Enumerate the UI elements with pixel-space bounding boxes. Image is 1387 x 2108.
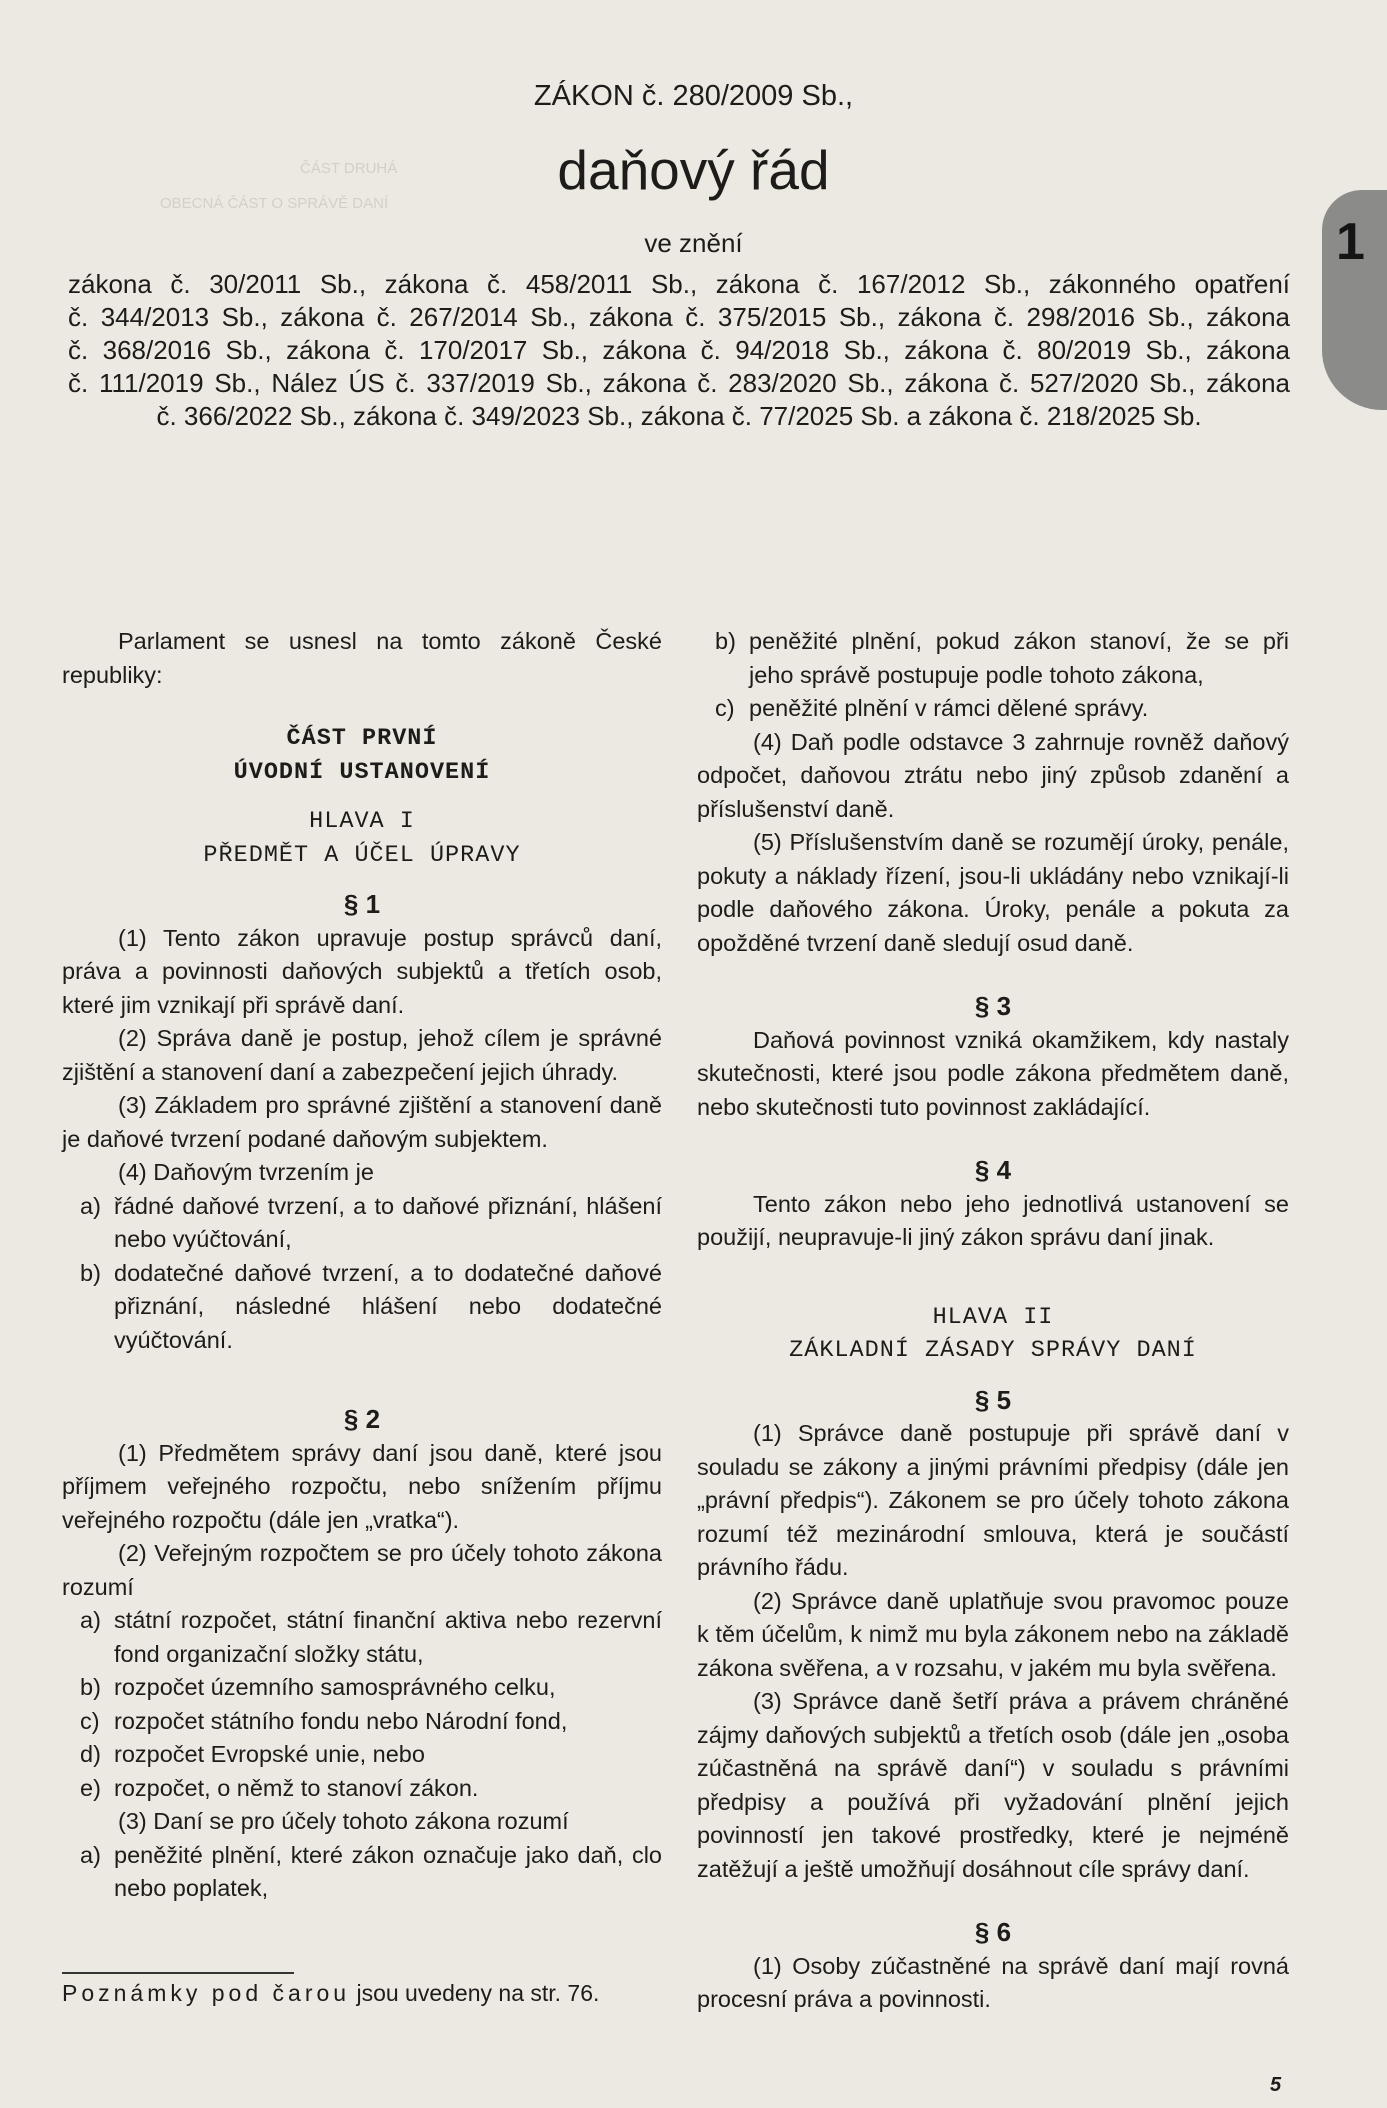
- section-1-para-4: (4) Daňovým tvrzením je: [118, 1159, 374, 1185]
- list-text: rozpočet územního samosprávného celku,: [114, 1674, 556, 1700]
- section-5-para-1: (1) Správce daně postupuje při správě daní v souladu se zákony a jinými právními předpisy (dále jen „právní předpis“). Zákonem se pro účely tohoto zákona rozumí též mezinárodní smlouva, která je součástí právního řádu.: [697, 1420, 1289, 1580]
- list-marker: b): [80, 1259, 101, 1286]
- section-2-para-1: (1) Předmětem správy daní jsou daně, které jsou příjmem veřejného rozpočtu, nebo snížením příjmu veřejného rozpočtu (dále jen „vratka“).: [62, 1439, 662, 1533]
- chapter-tab-number: 1: [1336, 213, 1365, 271]
- hlava-2-title: HLAVA II: [932, 1303, 1054, 1331]
- section-4-para: Tento zákon nebo jeho jednotlivá ustanovení se použijí, neupravuje-li jiný zákon správu daní jinak.: [697, 1190, 1289, 1250]
- left-column: [62, 625, 662, 1906]
- amendment-line: č. 366/2022 Sb., zákona č. 349/2023 Sb., zákona č. 77/2025 Sb. a zákona č. 218/2025 Sb.: [156, 401, 1202, 431]
- amendment-line: č. 111/2019 Sb., Nález ÚS č. 337/2019 Sb., zákona č. 283/2020 Sb., zákona č. 527/2020 Sb., zákona: [68, 368, 1290, 398]
- footnote: [62, 1980, 599, 2007]
- section-1-para-2: (2) Správa daně je postup, jehož cílem je správné zjištění a stanovení daní a zabezpečení jejich úhrady.: [62, 1025, 662, 1085]
- section-2-para-2: (2) Veřejným rozpočtem se pro účely tohoto zákona rozumí: [62, 1540, 662, 1600]
- section-5-para-3: (3) Správce daně šetří práva a právem chráněné zájmy daňových subjektů a třetích osob (dále jen „osoba zúčastněná na správě daní“) v souladu s právními předpisy a používá při vyžadování plnění jejich povinností jen takové prostředky, které je nejméně zatěžují a ještě umožňují dosáhnout cíle správy daní.: [697, 1688, 1289, 1882]
- section-3-heading: § 3: [974, 991, 1012, 1021]
- list-item: [62, 1738, 662, 1772]
- list-text: řádné daňové tvrzení, a to daňové přiznání, hlášení nebo vyúčtování,: [114, 1192, 662, 1252]
- list-text: rozpočet státního fondu nebo Národní fond,: [114, 1707, 568, 1734]
- section-6-para-1: (1) Osoby zúčastněné na správě daní mají rovná procesní práva a povinnosti.: [697, 1952, 1289, 2012]
- list-marker: a): [80, 1607, 101, 1633]
- hlava-2-name: ZÁKLADNÍ ZÁSADY SPRÁVY DANÍ: [789, 1337, 1197, 1364]
- section-1-para-3: (3) Základem pro správné zjištění a stanovení daně je daňové tvrzení podané daňovým subjektem.: [62, 1092, 662, 1152]
- section-5-para-2: (2) Správce daně uplatňuje svou pravomoc pouze k těm účelům, k nimž mu byla zákonem nebo na základě zákona svěřena, a v rozsahu, v jakém mu byla svěřena.: [697, 1587, 1289, 1681]
- page-number: 5: [1270, 2074, 1282, 2096]
- list-marker: a): [80, 1192, 101, 1219]
- section-2-para-4: (4) Daň podle odstavce 3 zahrnuje rovněž daňový odpočet, daňovou ztrátu nebo jiný způsob zdanění a příslušenství daně.: [697, 728, 1289, 822]
- section-1-para-1: (1) Tento zákon upravuje postup správců daní, práva a povinnosti daňových subjektů a třetích osob, které jim vznikají při správě daní.: [62, 924, 662, 1018]
- list-marker: b): [715, 628, 736, 654]
- list-item: [697, 692, 1289, 726]
- section-3-para: Daňová povinnost vzniká okamžikem, kdy nastaly skutečnosti, které jsou podle zákona předmětem daně, nebo skutečnosti tuto povinnost zakládající.: [697, 1026, 1289, 1120]
- footnote-text: jsou uvedeny na str. 76.: [350, 1980, 600, 2006]
- bleed-through-1: ČÁST DRUHÁ: [300, 160, 398, 177]
- list-text: státní rozpočet, státní finanční aktiva nebo rezervní fond organizační složky státu,: [114, 1607, 662, 1667]
- section-2-para-5: (5) Příslušenstvím daně se rozumějí úroky, penále, pokuty a náklady řízení, jsou-li ukládány nebo vznikají-li podle daňového zákona. Úroky, penále a pokuta za opožděné tvrzení daně sledují osud daně.: [697, 829, 1289, 956]
- amendment-line: zákona č. 30/2011 Sb., zákona č. 458/2011 Sb., zákona č. 167/2012 Sb., zákonného opatření: [68, 269, 1290, 299]
- section-2-para-3: (3) Daní se pro účely tohoto zákona rozumí: [118, 1808, 569, 1834]
- list-text: peněžité plnění, pokud zákon stanoví, že se při jeho správě postupuje podle tohoto zákona,: [749, 628, 1289, 688]
- preamble: Parlament se usnesl na tomto zákoně České republiky:: [62, 628, 662, 688]
- list-item: [62, 1705, 662, 1739]
- section-6-heading: § 6: [974, 1917, 1012, 1947]
- part-title: ČÁST PRVNÍ: [286, 725, 438, 752]
- hlava-1-title: HLAVA I: [309, 808, 415, 835]
- list-item: [697, 625, 1289, 692]
- list-item: [62, 1604, 662, 1671]
- list-text: rozpočet, o němž to stanoví zákon.: [114, 1774, 479, 1801]
- section-5-heading: § 5: [974, 1384, 1012, 1415]
- hlava-1-name: PŘEDMĚT A ÚČEL ÚPRAVY: [203, 841, 521, 869]
- law-title: daňový řád: [557, 139, 830, 201]
- list-marker: e): [80, 1774, 101, 1801]
- list-marker: a): [80, 1841, 101, 1868]
- list-marker: d): [80, 1741, 101, 1767]
- list-marker: c): [80, 1707, 100, 1734]
- section-2-heading: § 2: [343, 1404, 381, 1434]
- list-item: [62, 1190, 662, 1257]
- list-text: dodatečné daňové tvrzení, a to dodatečné daňové přiznání, následné hlášení nebo dodatečné vyúčtování.: [114, 1259, 662, 1353]
- right-column: [697, 625, 1289, 2017]
- law-number: ZÁKON č. 280/2009 Sb.,: [533, 80, 854, 112]
- list-item: [62, 1772, 662, 1806]
- list-item: [62, 1671, 662, 1705]
- amendment-line: č. 368/2016 Sb., zákona č. 170/2017 Sb., zákona č. 94/2018 Sb., zákona č. 80/2019 Sb., zákona: [68, 335, 1290, 365]
- section-1-heading: § 1: [343, 889, 381, 919]
- bleed-through-2: OBECNÁ ČÁST O SPRÁVĚ DANÍ: [160, 195, 389, 212]
- list-text: rozpočet Evropské unie, nebo: [114, 1741, 425, 1767]
- amendments-intro: ve znění: [644, 228, 743, 258]
- list-item: [62, 1257, 662, 1358]
- footnote-rule: [62, 1972, 294, 1974]
- amendment-line: č. 344/2013 Sb., zákona č. 267/2014 Sb., zákona č. 375/2015 Sb., zákona č. 298/2016 Sb., zákona: [68, 302, 1290, 332]
- list-text: peněžité plnění, které zákon označuje jako daň, clo nebo poplatek,: [114, 1841, 662, 1901]
- list-text: peněžité plnění v rámci dělené správy.: [749, 695, 1149, 721]
- list-item: [62, 1839, 662, 1906]
- footnote-label: Poznámky pod čarou: [62, 1980, 351, 2006]
- list-marker: b): [80, 1674, 101, 1700]
- section-4-heading: § 4: [974, 1155, 1012, 1185]
- list-marker: c): [715, 695, 735, 721]
- part-name: ÚVODNÍ USTANOVENÍ: [233, 758, 491, 786]
